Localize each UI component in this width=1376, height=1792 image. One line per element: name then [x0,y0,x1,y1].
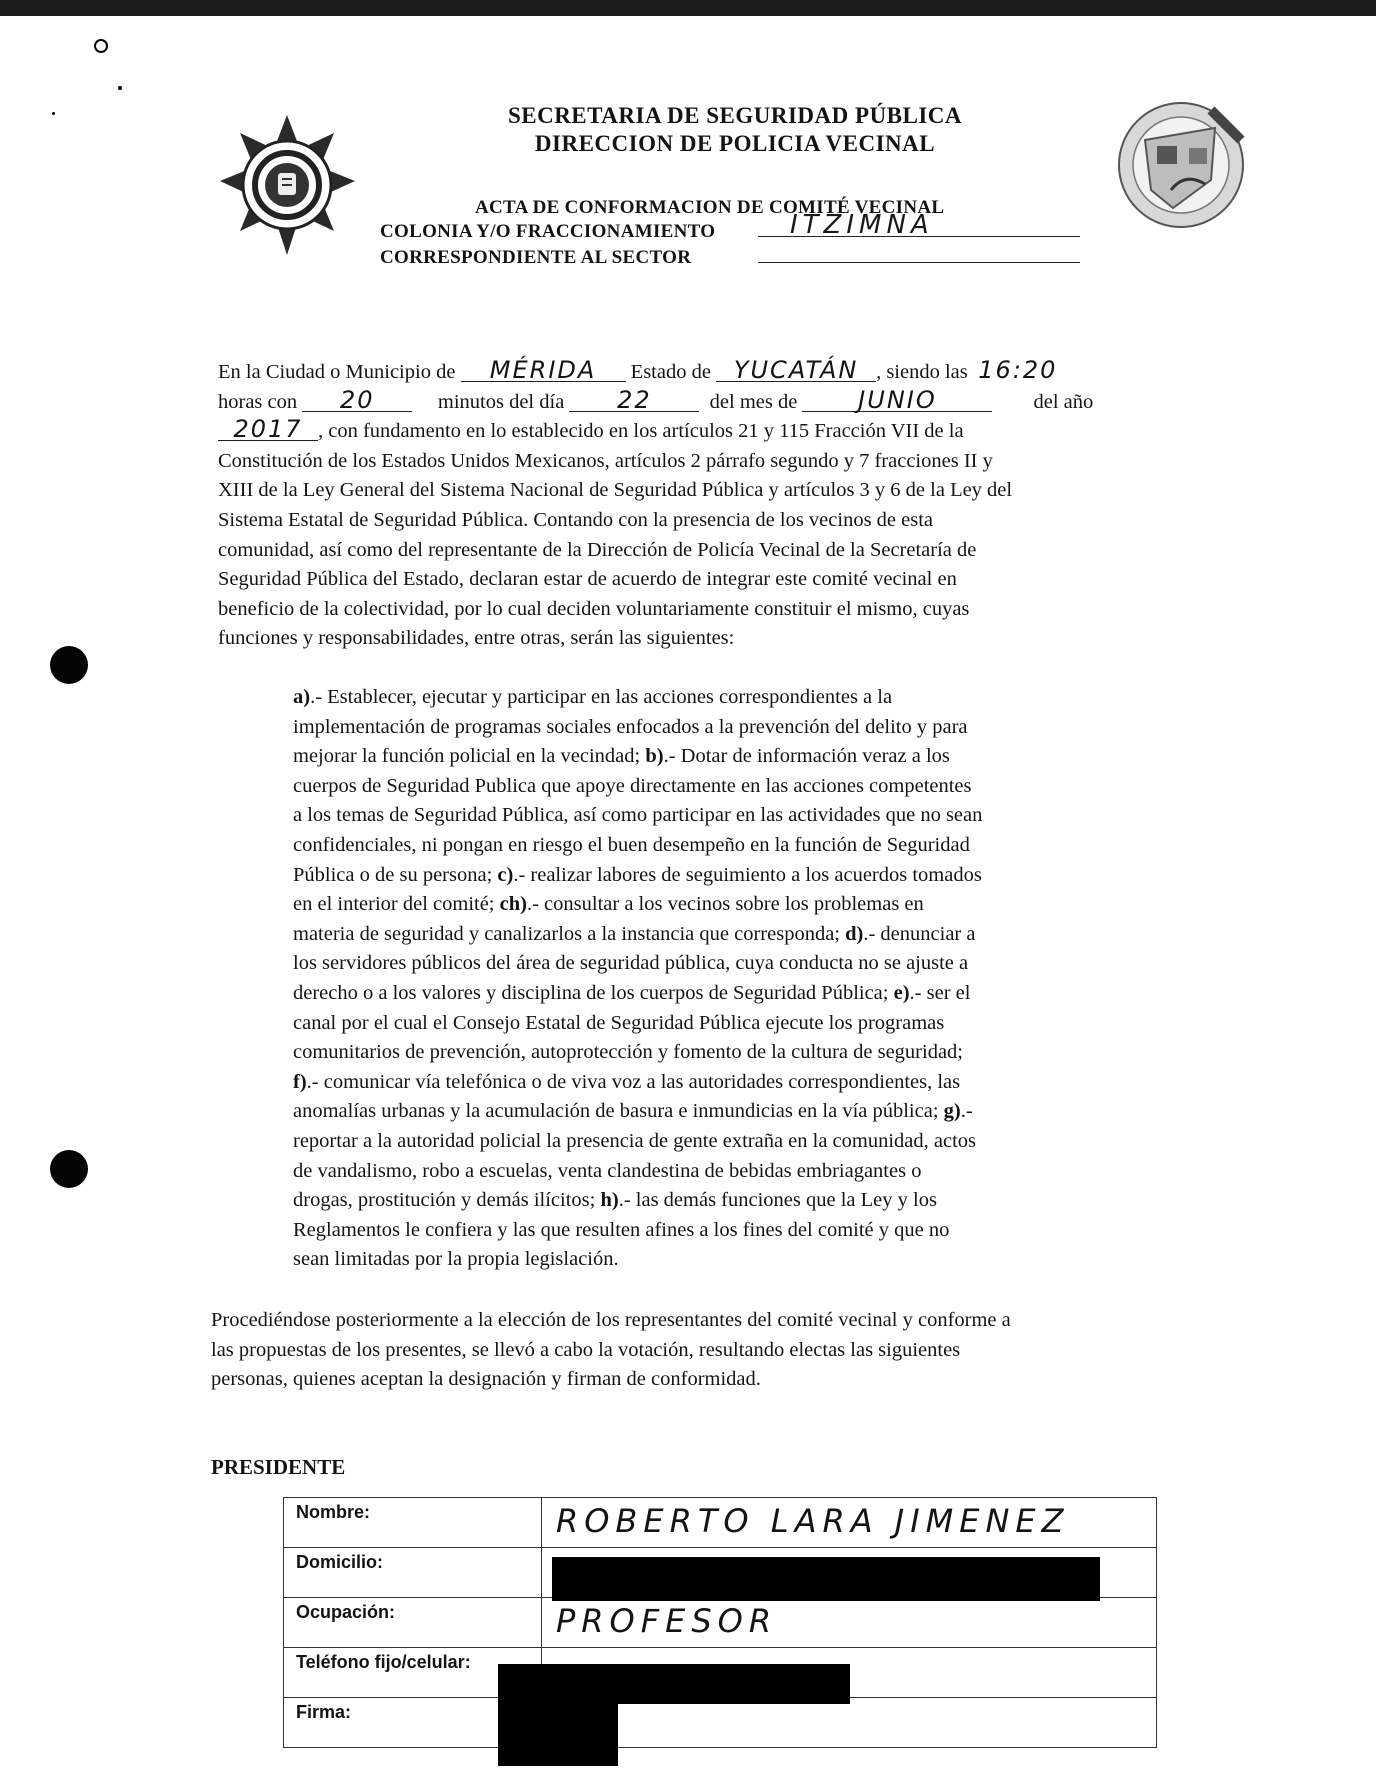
estado-field: YUCATÁN [716,359,876,382]
table-row [284,1698,1157,1748]
closing-paragraph: Procediéndose posteriormente a la elección de los representantes del comité vecinal y conforme a las propuestas de los presentes, se llevó a cabo la votación, resultando electas las siguientes personas, quienes aceptan la designación y firman de conformidad. [211,1309,1011,1391]
header-title-1: SECRETARIA DE SEGURIDAD PÚBLICA [507,103,963,128]
intro-line-7: comunidad, así como del representante de la Dirección de Policía Vecinal de la Secretaría de [218,538,977,561]
nombre-value: ROBERTO LARA JIMENEZ [556,1502,1070,1540]
scan-speck [118,86,122,90]
ocupacion-cell [542,1598,1157,1648]
functions-list: a).- Establecer, ejecutar y participar en las acciones correspondientes a la implementación de programas sociales enfocados a la prevención del delito y para mejorar la función policial en la vecindad; b).- Dotar de información veraz a los cuerpos de Seguridad Publica que apoye directamente en las acciones competentes a los temas de Seguridad Pública, así como participar en las actividades que no sean confidenciales, ni pongan en riesgo el buen desempeño en la función de Seguridad Pública o de su persona; c).- realizar labores de seguimiento a los acuerdos tomados en el interior del comité; ch).- consultar a los vecinos sobre los problemas en materia de seguridad y canalizarlos a la instancia que corresponda; d).- denunciar a los servidores públicos del área de seguridad pública, cuya conducta no se ajuste a derecho o a los valores y disciplina de los cuerpos de Seguridad Pública; e).- ser el canal por el cual el Consejo Estatal de Seguridad Pública ejecute los programas comunitarios de prevención, autoprotección y fomento de la cultura de seguridad; f).- comunicar vía telefónica o de viva voz a las autoridades correspondientes, las anomalías urbanas y la acumulación de basura e inmundicias en la vía pública; g).- reportar a la autoridad policial la presencia de gente extraña en la comunidad, actos de vandalismo, robo a escuelas, venta clandestina de bebidas embriagantes o drogas, prostitución y demás ilícitos; h).- las demás funciones que la Ley y los Reglamentos le confiera y las que resulten afines a los fines del comité y que no sean limitadas por la propia legislación. [293,686,983,1271]
intro-line-9: beneficio de la colectividad, por lo cual deciden voluntariamente constituir el mismo, cuyas [218,597,970,620]
intro-line-3: 2017 , con fundamento en lo establecido en los artículos 21 y 115 Fracción VII de la [218,417,1238,447]
colonia-value: ITZIMNA [790,210,934,240]
nombre-cell [542,1498,1157,1548]
redaction-bar [552,1557,1100,1601]
intro-line-5: XIII de la Ley General del Sistema Nacional de Seguridad Pública y artículos 3 y 6 de la Ley del [218,479,1013,502]
ocupacion-label: Ocupación: [284,1598,542,1648]
acta-title: ACTA DE CONFORMACION DE COMITÉ VECINAL [475,197,945,218]
redaction-bar [498,1664,850,1704]
domicilio-cell [542,1548,1157,1598]
ocupacion-value: PROFESOR [556,1602,778,1640]
mes-field: JUNIO [802,389,992,412]
telefono-label: Teléfono fijo/celular: [284,1648,542,1698]
sector-label: CORRESPONDIENTE AL SECTOR [380,247,692,268]
intro-line-4: Constitución de los Estados Unidos Mexicanos, artículos 2 párrafo segundo y 7 fracciones II y [218,449,993,472]
intro-line-8: Seguridad Pública del Estado, declaran estar de acuerdo de integrar este comité vecinal en [218,568,957,591]
hora-field: 16:20 [978,356,1058,384]
sector-line [758,262,1080,263]
presidente-heading: PRESIDENTE [211,1455,346,1479]
intro-line-6: Sistema Estatal de Seguridad Pública. Contando con la presencia de los vecinos de esta [218,508,934,531]
intro-line-10: funciones y responsabilidades, entre otras, serán las siguientes: [218,627,735,650]
table-row [284,1598,1157,1648]
punch-hole-bottom [50,1150,88,1188]
scan-speck [94,39,108,53]
punch-hole-top [50,646,88,684]
header-title-2: DIRECCION DE POLICIA VECINAL [534,131,936,156]
scan-speck [52,112,55,115]
nombre-label: Nombre: [284,1498,542,1548]
redaction-bar [498,1700,618,1766]
firma-cell [542,1698,1157,1748]
scan-top-edge [0,0,1376,16]
intro-line-1: En la Ciudad o Municipio de MÉRIDA Estado de YUCATÁN , siendo las 16:20 [218,358,1238,388]
anio-field: 2017 [218,418,318,441]
dia-field: 22 [569,389,699,412]
domicilio-label: Domicilio: [284,1548,542,1598]
intro-paragraph [218,358,1238,654]
table-row [284,1498,1157,1548]
minutos-field: 20 [302,389,412,412]
table-row [284,1548,1157,1598]
presidente-table [283,1497,1157,1748]
consejo-estatal-seal [1115,100,1247,230]
police-star-seal [220,115,355,255]
firma-label: Firma: [284,1698,542,1748]
intro-line-2: horas con 20 minutos del día 22 del mes de JUNIO del año [218,385,1094,414]
colonia-label: COLONIA Y/O FRACCIONAMIENTO [380,221,716,242]
ciudad-field: MÉRIDA [461,359,626,382]
